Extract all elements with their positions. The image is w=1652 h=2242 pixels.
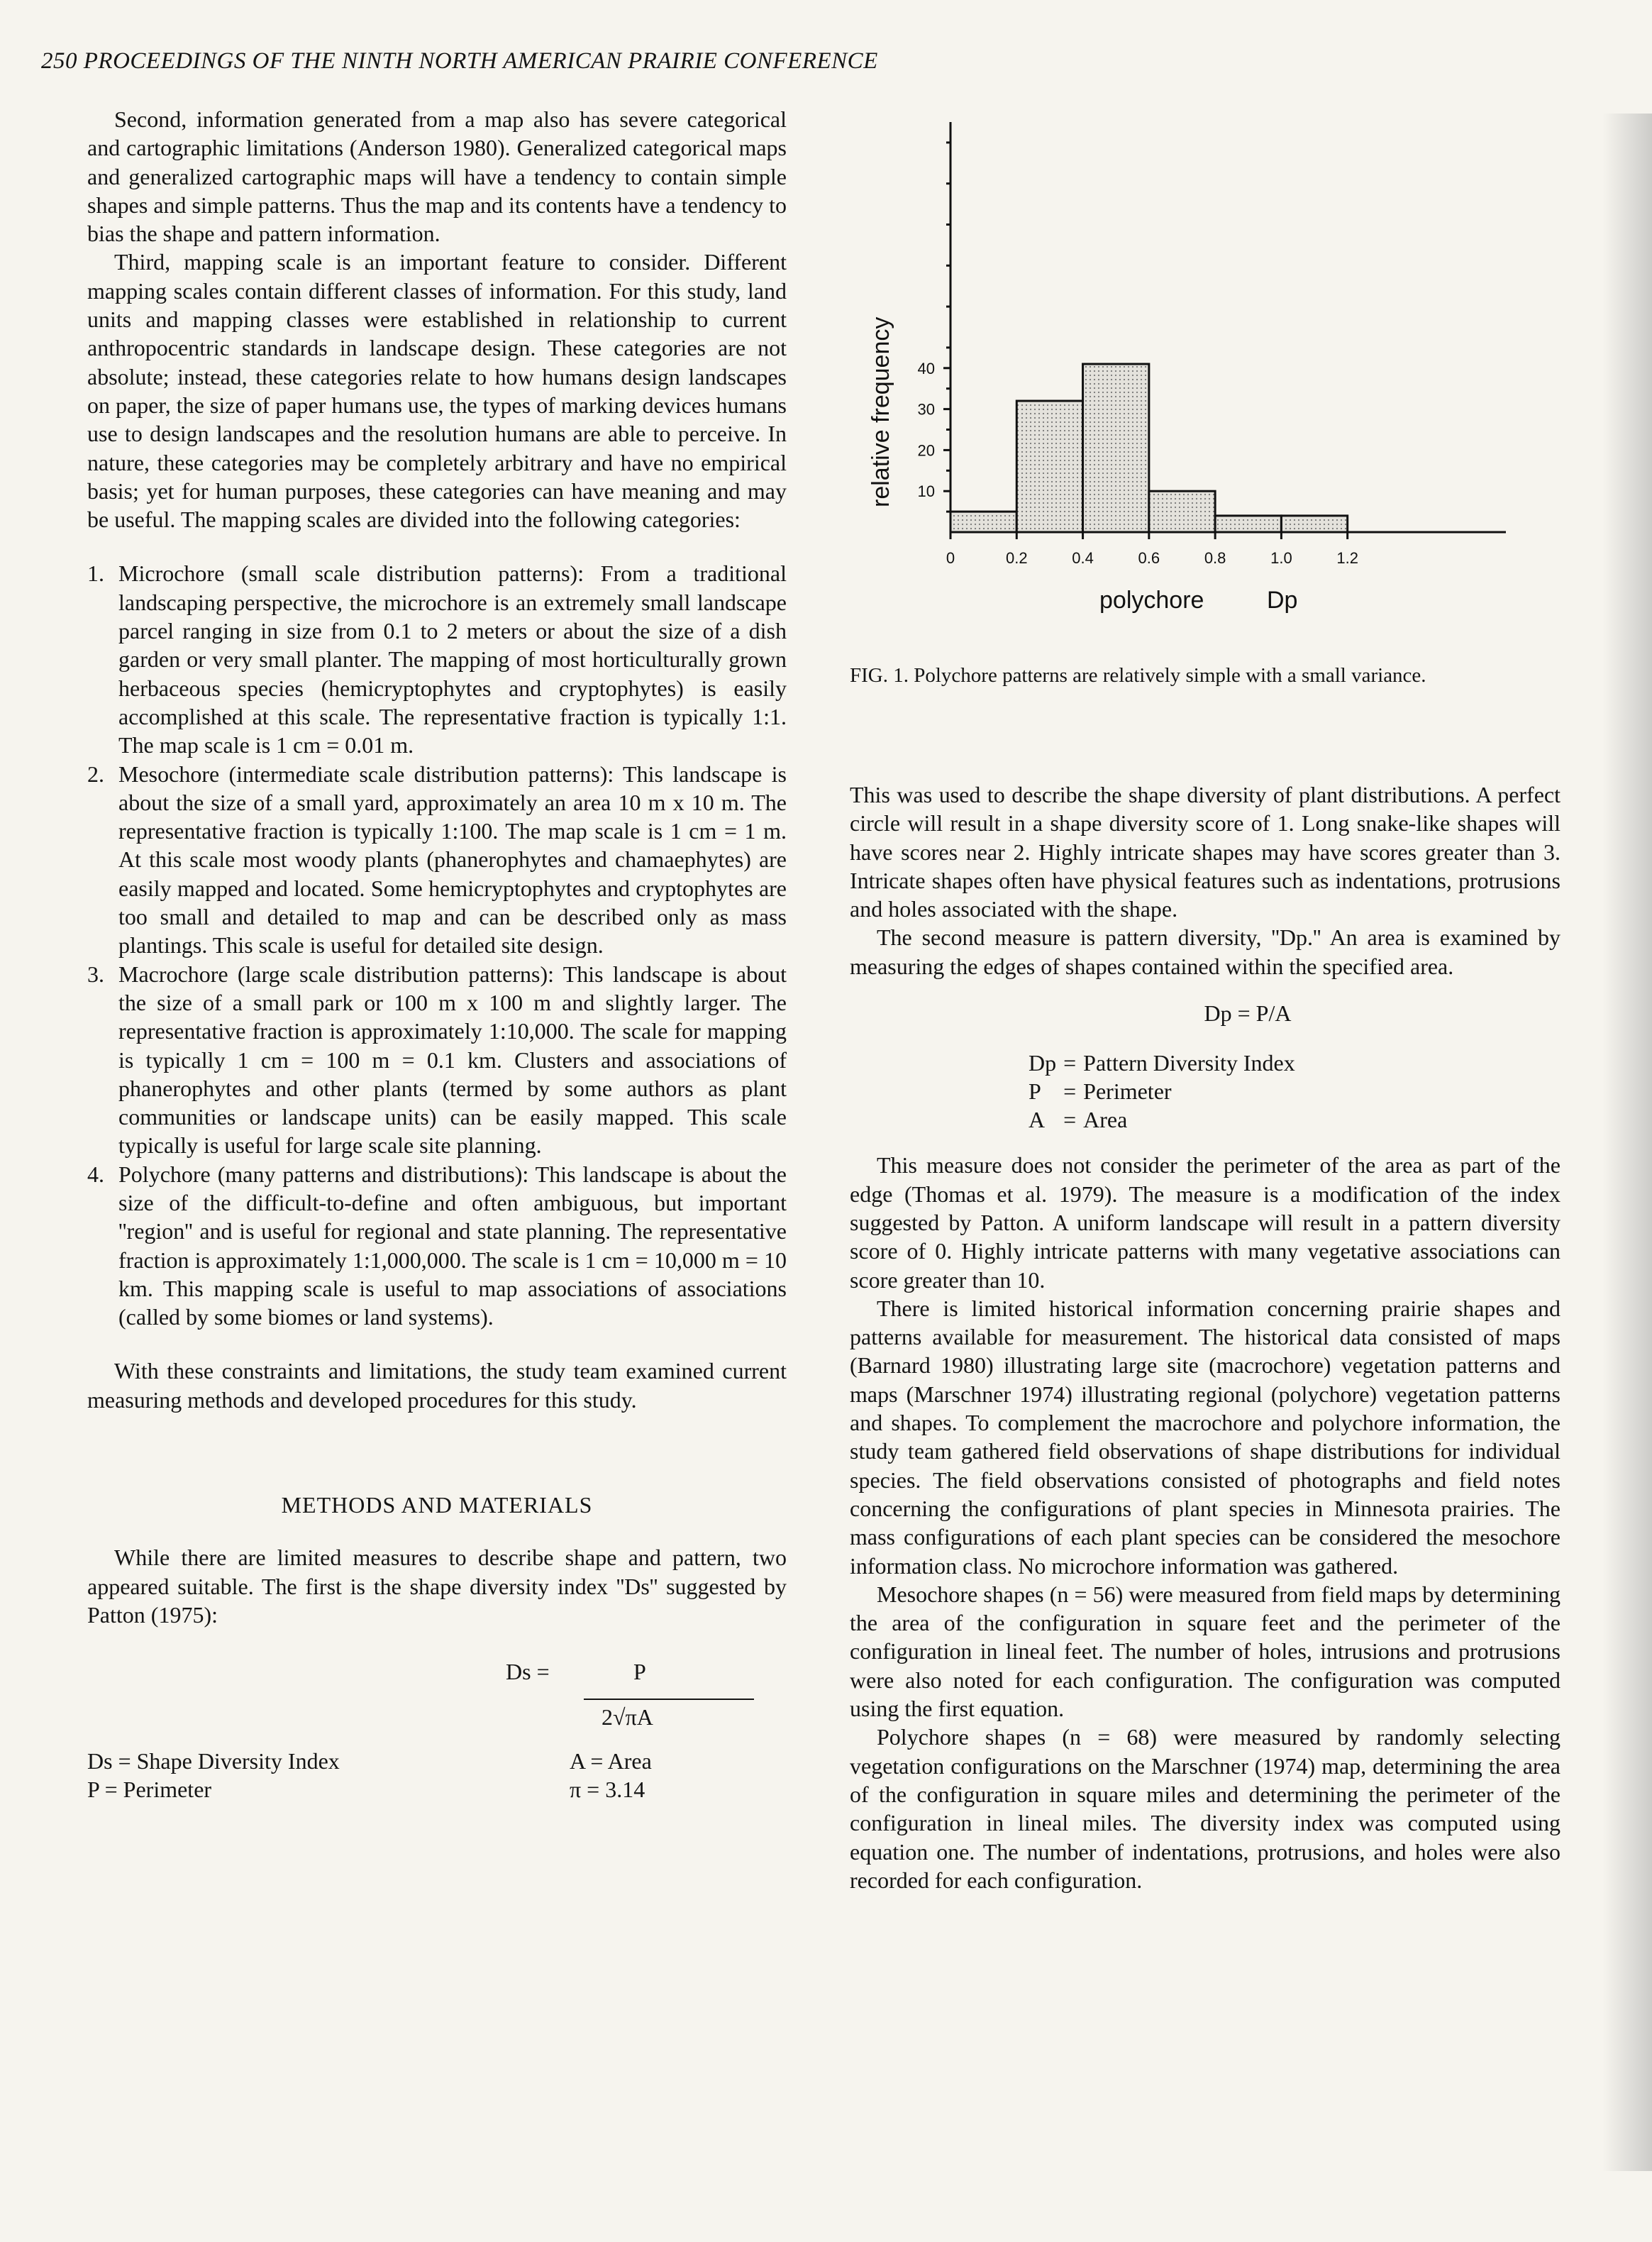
paragraph: With these constraints and limitations, the study team examined current measuring methods and developed procedures for this study. — [87, 1358, 787, 1413]
list-item — [87, 559, 787, 759]
paragraph: While there are limited measures to describe shape and pattern, two appeared suitable. The first is the shape diversity index ''Ds'' suggested by Patton (1975): — [87, 1545, 787, 1628]
definition-row — [1029, 1049, 1302, 1077]
symbol: P — [1029, 1078, 1041, 1105]
list-number: 2. — [87, 761, 104, 787]
symbol: Dp — [1029, 1050, 1057, 1076]
paragraph: The second measure is pattern diversity, ''Dp.'' An area is examined by measuring the edges of shapes contained within the specified area. — [850, 924, 1560, 979]
section-heading: METHODS AND MATERIALS — [281, 1492, 593, 1518]
bar-group — [950, 364, 1348, 532]
running-header: 250 PROCEEDINGS OF THE NINTH NORTH AMERICAN PRAIRIE CONFERENCE — [41, 48, 878, 74]
paragraph: Third, mapping scale is an important feature to consider. Different mapping scales contain different classes of information. For this study, land units and mapping classes were established in relationship to current anthropocentric standards in landscape design. These categories are not absolute; instead, these categories relate to how humans design landscapes on paper, the size of paper humans use, the types of marking devices humans use to design landscapes and the resolution humans are able to perceive. In nature, these categories may be completely arbitrary and have no empirical basis; yet for human purposes, these categories can have meaning and may be useful. The mapping scales are divided into the following categories: — [87, 249, 787, 533]
y-tick-label: 40 — [917, 359, 935, 377]
list-item — [87, 1160, 787, 1332]
list-number: 4. — [87, 1161, 104, 1187]
histogram-chart — [850, 114, 1559, 639]
x-tick-label: 0.2 — [1005, 549, 1028, 567]
list-text: Microchore (small scale distribution patterns): From a traditional landscaping perspective, the microchore is an extremely small landscape parcel ranging in size from 0.1 to 2 meters or about the size of a dish garden or very small planter. The mapping of most horticulturally grown herbaceous species (hemicryptophytes and cryptophytes) is easily accomplished at this scale. The representative fraction is typically 1:1. The map scale is 1 cm = 0.01 m. — [118, 560, 787, 758]
paragraph: This measure does not consider the perimeter of the area as part of the edge (Thomas et al. 1979). The measure is a modification of the index suggested by Patton. A uniform landscape will result in a pattern diversity score of 0. Highly intricate patterns with many vegetative associations can score greater than 10. — [850, 1152, 1560, 1293]
list-number: 3. — [87, 961, 104, 987]
x-axis-label-symbol: Dp — [1267, 587, 1298, 614]
histogram-bar — [1215, 516, 1281, 532]
shape-diversity-equation — [87, 1642, 787, 1812]
definition-row — [1029, 1105, 1302, 1134]
y-tick-group — [918, 143, 950, 512]
equals: = — [1063, 1050, 1077, 1076]
fraction-bar — [584, 1699, 754, 1700]
paragraph: Second, information generated from a map also has severe categorical and cartographic limitations (Anderson 1980). Generalized categorical maps and generalized cartographic maps will have a tendency to contain simple shapes and simple patterns. Thus the map and its contents have a tendency to bias the shape and pattern information. — [87, 106, 787, 247]
x-tick-group — [946, 532, 1358, 567]
y-axis-label: relative frequency — [867, 316, 894, 507]
y-tick-label: 10 — [917, 482, 935, 501]
definition-text: Area — [1083, 1107, 1128, 1133]
histogram-bar — [1083, 364, 1149, 532]
list-text: Mesochore (intermediate scale distribution patterns): This landscape is about the size of a small yard, approximately an area 10 m x 10 m. The representative fraction is typically 1:100. The map scale is 1 cm = 1 m. At this scale most woody plants (phanerophytes and chamaephytes) are easily mapped and located. Some hemicryptophytes and cryptophytes are too small and detailed to map and can be described only as mass plantings. This scale is useful for detailed site design. — [118, 761, 787, 959]
histogram-bar — [1016, 401, 1082, 532]
left-column — [87, 105, 787, 1812]
x-tick-label: 0.6 — [1138, 549, 1160, 567]
x-tick-label: 0.8 — [1204, 549, 1226, 567]
paragraph: Mesochore shapes (n = 56) were measured from field maps by determining the area of the configuration in square feet and the perimeter of the configuration in lineal feet. The number of holes, intrusions and protrusions were also noted for each configuration. The configuration was computed using the first equation. — [850, 1581, 1560, 1722]
list-item — [87, 960, 787, 1160]
list-text: Macrochore (large scale distribution patterns): This landscape is about the size of a small park or 100 m x 100 m and slightly larger. The representative fraction is approximately 1:10,000. The scale for mapping is typically 1 cm = 100 m = 0.1 km. Clusters and associations of phanerophytes and other plants (termed by some authors as plant communities or landscape units) can be easily mapped. This scale typically is useful for large scale site planning. — [118, 961, 787, 1159]
paragraph: Polychore shapes (n = 68) were measured by randomly selecting vegetation configurations on the Marschner (1974) map, determining the area of the configuration in square miles and determining the perimeter of the configuration in lineal miles. The diversity index was computed using equation one. The number of indentations, protrusions, and holes were also recorded for each configuration. — [850, 1724, 1560, 1893]
list-item — [87, 760, 787, 960]
equals: = — [1063, 1107, 1077, 1133]
definition-row — [1029, 1077, 1302, 1105]
y-tick-label: 30 — [917, 400, 935, 419]
list-text: Polychore (many patterns and distributions): This landscape is about the size of the difficult-to-define and often ambiguous, but important ''region'' and is useful for regional and state planning. The representative fraction is approximately 1:1,000,000. The scale is 1 cm = 10,000 m = 10 km. This mapping scale is useful to map associations of associations (called by some biomes or land systems). — [118, 1161, 787, 1330]
x-tick-label: 0.4 — [1072, 549, 1094, 567]
paragraph: This was used to describe the shape diversity of plant distributions. A perfect circle will result in a shape diversity score of 1. Long snake-like shapes will have scores near 2. Highly intricate shapes may have scores greater than 3. Intricate shapes often have physical features such as indentations, protrusions and holes associated with the shape. — [850, 782, 1560, 922]
histogram-bar — [950, 512, 1016, 532]
equation-lhs: Ds = — [506, 1659, 550, 1685]
definition: π = 3.14 — [570, 1777, 645, 1803]
equation: Dp = P/A — [1204, 1000, 1292, 1027]
definition-text: Pattern Diversity Index — [1083, 1050, 1295, 1076]
x-tick-label: 1.2 — [1336, 549, 1358, 567]
mapping-scale-list — [87, 559, 787, 1331]
paragraph: There is limited historical information concerning prairie shapes and patterns available for measurement. The historical data consisted of maps (Barnard 1980) illustrating large site (macrochore) vegetation patterns and maps (Marschner 1974) illustrating regional (polychore) vegetation patterns and shapes. To complement the macrochore and polychore information, the study team gathered field observations of shape distributions for individual species. The field observations consisted of photographs and field notes concerning the configurations of plant species in Minnesota prairies. The mass configurations of each plant species can be considered the mesochore information class. No microchore information was gathered. — [850, 1295, 1560, 1579]
right-column — [850, 780, 1560, 1894]
definition: Ds = Shape Diversity Index — [87, 1748, 340, 1774]
x-axis-label-main: polychore — [1099, 587, 1204, 614]
equals: = — [1063, 1078, 1077, 1105]
definition: A = Area — [570, 1748, 652, 1774]
definition: P = Perimeter — [87, 1777, 212, 1803]
histogram-bar — [1281, 516, 1347, 532]
pattern-diversity-equation — [850, 999, 1560, 1134]
page-edge-shadow — [1602, 114, 1652, 2171]
histogram-bar — [1149, 491, 1215, 532]
definition-text: Perimeter — [1083, 1078, 1172, 1105]
equation-denominator: 2√πA — [602, 1704, 653, 1730]
definition-table — [1029, 1049, 1302, 1134]
equation-numerator: P — [633, 1659, 646, 1685]
y-tick-label: 20 — [917, 441, 935, 460]
x-tick-label: 1.0 — [1270, 549, 1292, 567]
x-tick-label: 0 — [946, 549, 955, 567]
symbol: A — [1029, 1107, 1046, 1133]
figure-caption: FIG. 1. Polychore patterns are relatively simple with a small variance. — [850, 664, 1426, 687]
list-number: 1. — [87, 560, 104, 587]
